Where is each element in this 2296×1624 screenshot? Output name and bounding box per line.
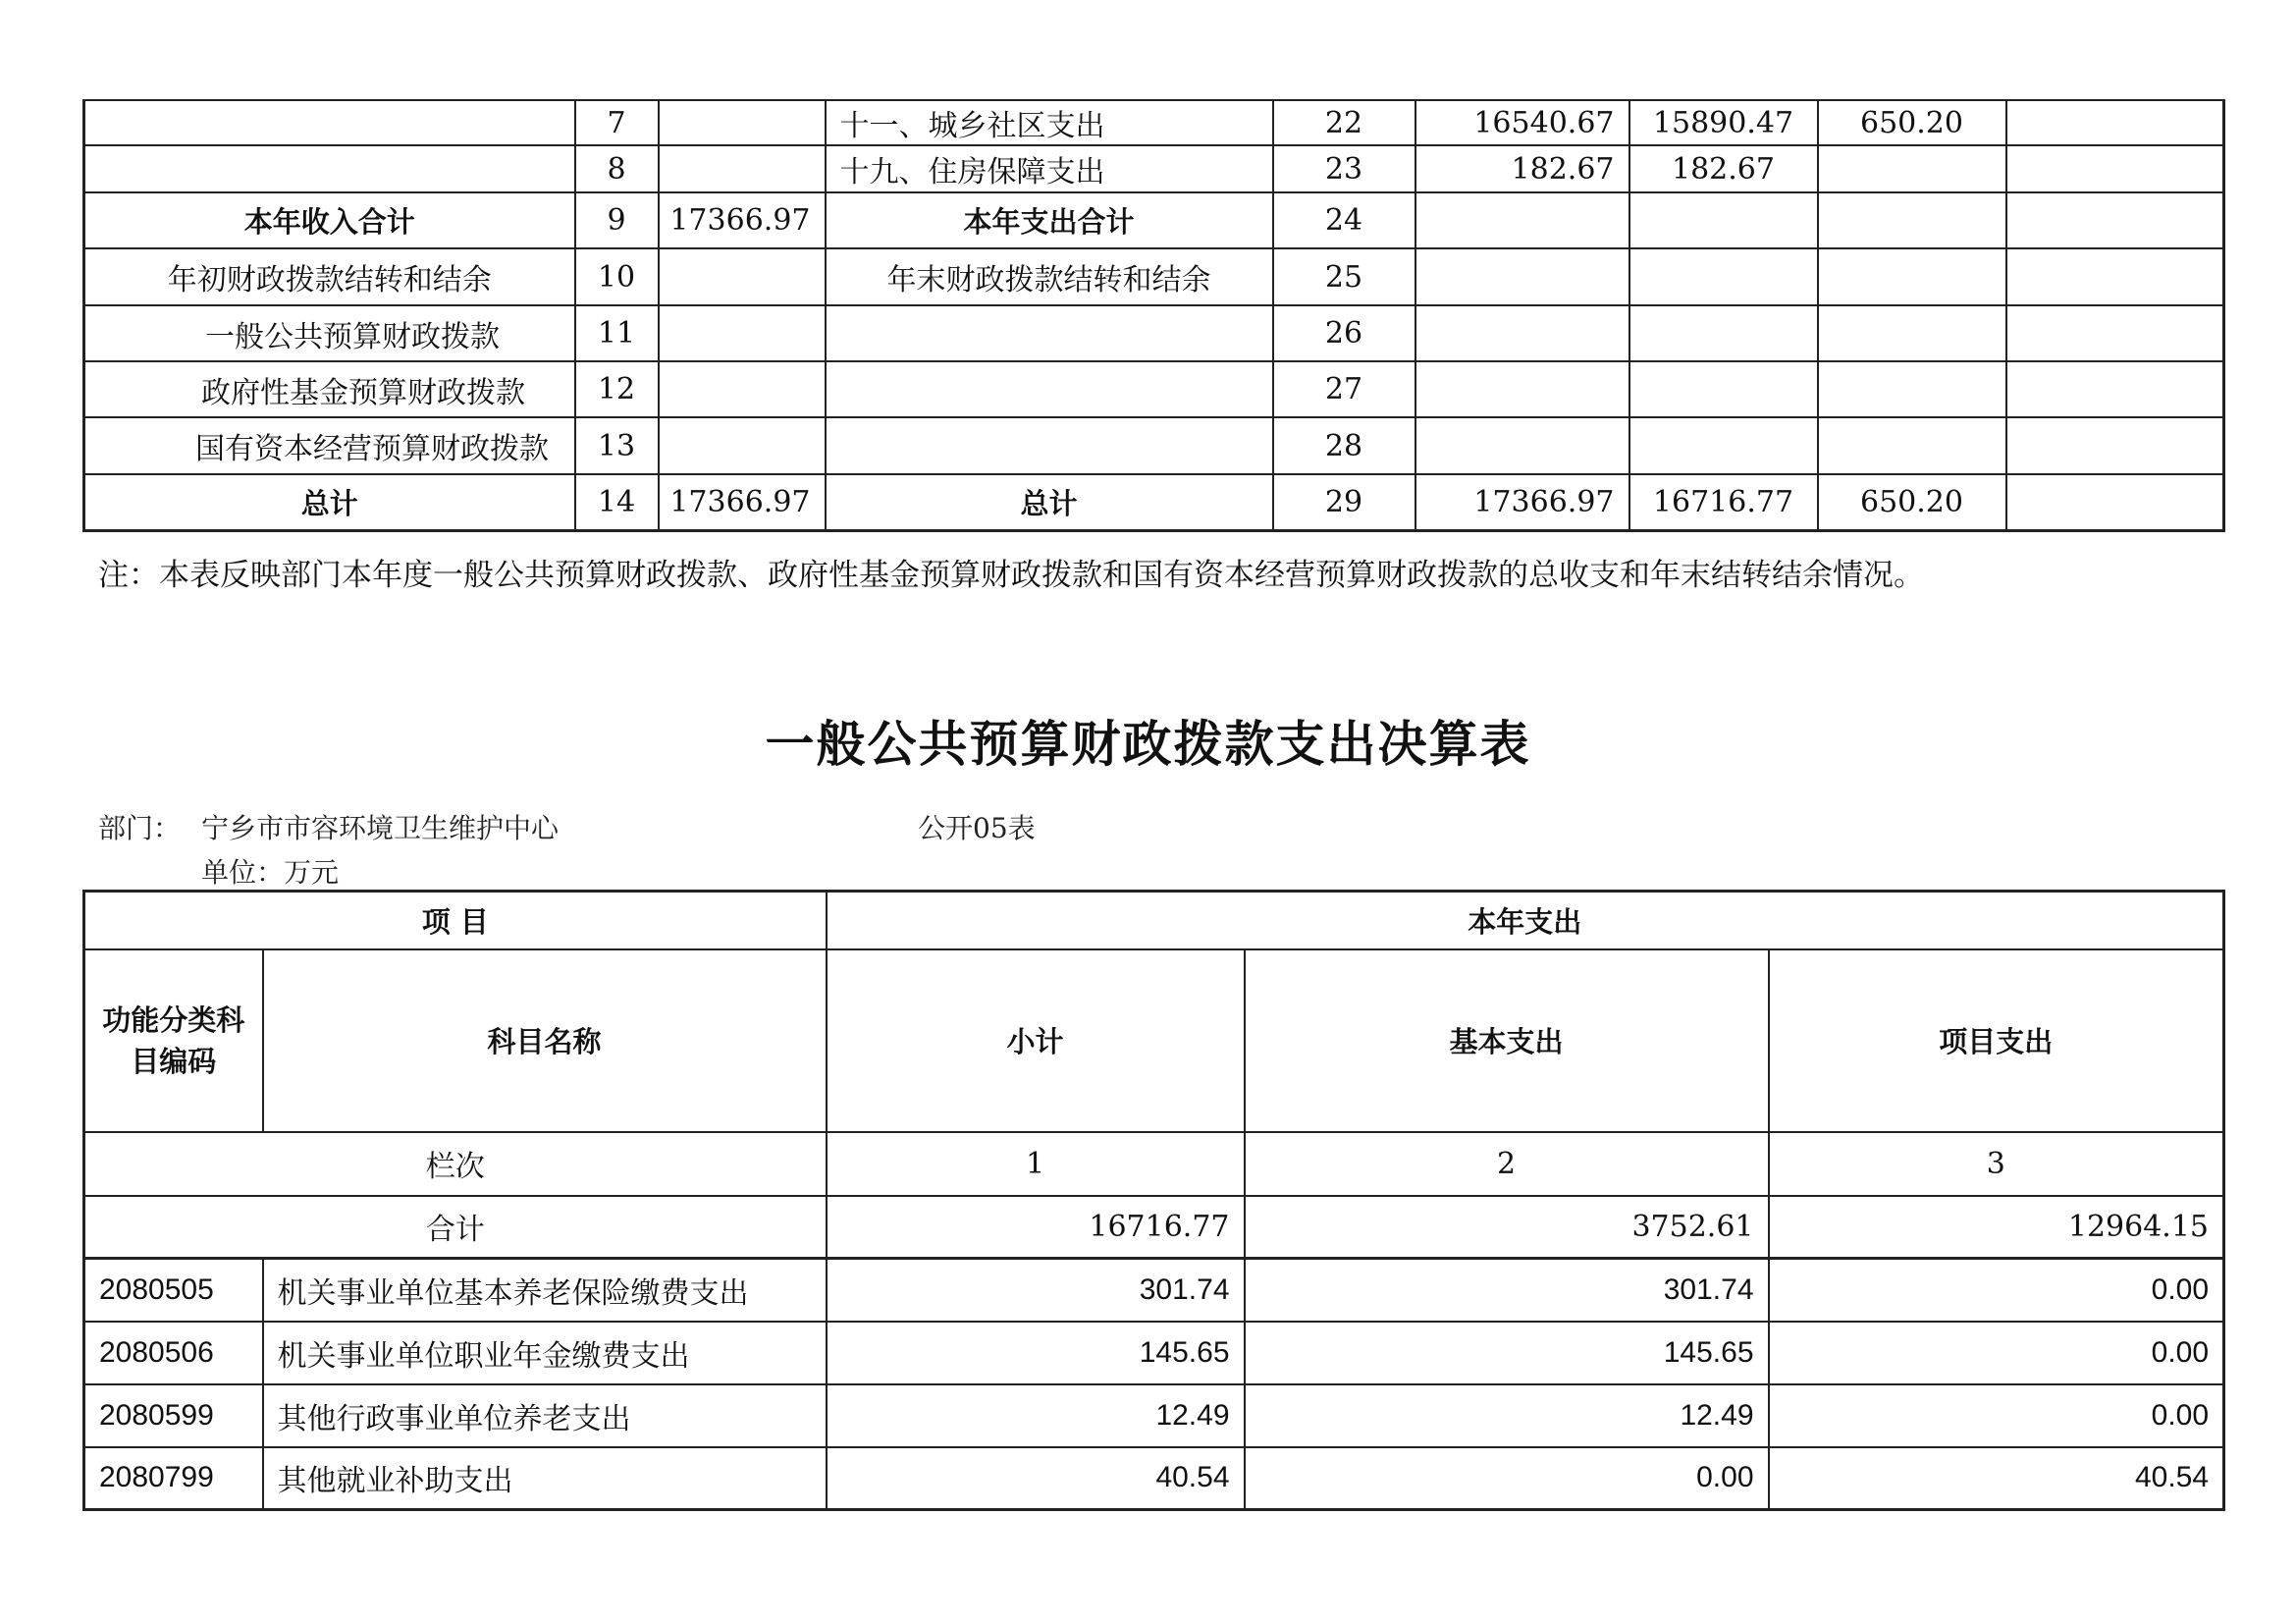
left-amount (659, 361, 826, 417)
expense-basic: 182.67 (1629, 145, 1818, 192)
left-row-number: 11 (575, 305, 659, 361)
subject-code: 2080505 (84, 1259, 263, 1322)
right-item-label (826, 417, 1273, 474)
row-project: 40.54 (1769, 1447, 2224, 1510)
right-row-number: 29 (1273, 474, 1415, 530)
expense-other (2006, 145, 2224, 192)
summary-row (84, 361, 2224, 417)
right-row-number: 28 (1273, 417, 1415, 474)
col-project-header: 项目支出 (1769, 949, 2224, 1132)
subject-name: 机关事业单位基本养老保险缴费支出 (263, 1259, 827, 1322)
left-amount (659, 100, 826, 145)
left-row-number: 14 (575, 474, 659, 530)
expense-total (1415, 248, 1629, 305)
right-item-label: 本年支出合计 (826, 192, 1273, 248)
subject-name: 其他就业补助支出 (263, 1447, 827, 1510)
left-amount (659, 417, 826, 474)
col-subtotal-header: 小计 (827, 949, 1245, 1132)
page-title: 一般公共预算财政拨款支出决算表 (765, 715, 1531, 773)
left-item-label: 总计 (84, 474, 575, 530)
expense-other (2006, 305, 2224, 361)
expenditure-table (82, 890, 2225, 1511)
left-item-label: 国有资本经营预算财政拨款 (84, 417, 575, 474)
expense-total (1415, 192, 1629, 248)
row-subtotal: 40.54 (827, 1447, 1245, 1510)
row-subtotal: 145.65 (827, 1322, 1245, 1384)
expense-total (1415, 361, 1629, 417)
subject-name: 其他行政事业单位养老支出 (263, 1384, 827, 1447)
left-row-number: 13 (575, 417, 659, 474)
expense-project (1818, 305, 2006, 361)
col-name-header: 科目名称 (263, 949, 827, 1132)
expense-total: 16540.67 (1415, 100, 1629, 145)
summary-row (84, 474, 2224, 530)
index-1: 1 (827, 1132, 1245, 1196)
row-basic: 301.74 (1245, 1259, 1769, 1322)
header-current-year: 本年支出 (827, 892, 2224, 949)
expense-basic (1629, 192, 1818, 248)
row-subtotal: 301.74 (827, 1259, 1245, 1322)
expense-basic (1629, 361, 1818, 417)
right-row-number: 22 (1273, 100, 1415, 145)
expense-project (1818, 248, 2006, 305)
row-basic: 0.00 (1245, 1447, 1769, 1510)
expense-other (2006, 361, 2224, 417)
subject-code: 2080599 (84, 1384, 263, 1447)
table-row (84, 1322, 2224, 1384)
expense-project (1818, 417, 2006, 474)
table-number: 公开05表 (918, 812, 1036, 844)
total-label: 合计 (84, 1196, 827, 1259)
index-2: 2 (1245, 1132, 1769, 1196)
expense-total: 182.67 (1415, 145, 1629, 192)
row-basic: 145.65 (1245, 1322, 1769, 1384)
summary-row (84, 417, 2224, 474)
summary-row (84, 145, 2224, 192)
left-item-label (84, 145, 575, 192)
income-expense-summary-table (82, 99, 2225, 532)
right-item-label (826, 361, 1273, 417)
subject-code: 2080506 (84, 1322, 263, 1384)
expense-other (2006, 192, 2224, 248)
left-row-number: 8 (575, 145, 659, 192)
left-amount (659, 248, 826, 305)
summary-row (84, 305, 2224, 361)
left-row-number: 12 (575, 361, 659, 417)
right-item-label (826, 305, 1273, 361)
expense-other (2006, 100, 2224, 145)
subject-name: 机关事业单位职业年金缴费支出 (263, 1322, 827, 1384)
subject-code: 2080799 (84, 1447, 263, 1510)
right-row-number: 24 (1273, 192, 1415, 248)
left-row-number: 10 (575, 248, 659, 305)
right-item-label: 十一、城乡社区支出 (826, 100, 1273, 145)
total-basic: 3752.61 (1245, 1196, 1769, 1259)
row-project: 0.00 (1769, 1384, 2224, 1447)
left-row-number: 7 (575, 100, 659, 145)
expense-total (1415, 417, 1629, 474)
left-row-number: 9 (575, 192, 659, 248)
expense-basic (1629, 305, 1818, 361)
summary-row (84, 192, 2224, 248)
expense-other (2006, 248, 2224, 305)
expense-basic: 15890.47 (1629, 100, 1818, 145)
summary-row (84, 248, 2224, 305)
right-item-label: 十九、住房保障支出 (826, 145, 1273, 192)
right-item-label: 年末财政拨款结转和结余 (826, 248, 1273, 305)
right-row-number: 26 (1273, 305, 1415, 361)
table-note: 注：本表反映部门本年度一般公共预算财政拨款、政府性基金预算财政拨款和国有资本经营预算财政拨款的总收支和年末结转结余情况。 (98, 558, 1924, 593)
left-amount (659, 145, 826, 192)
table-row (84, 1384, 2224, 1447)
index-row-label: 栏次 (84, 1132, 827, 1196)
left-item-label: 政府性基金预算财政拨款 (84, 361, 575, 417)
row-project: 0.00 (1769, 1322, 2224, 1384)
expense-project (1818, 192, 2006, 248)
expense-project (1818, 361, 2006, 417)
left-amount: 17366.97 (659, 474, 826, 530)
right-row-number: 27 (1273, 361, 1415, 417)
expense-project (1818, 145, 2006, 192)
right-item-label: 总计 (826, 474, 1273, 530)
unit-label: 单位：万元 (201, 856, 340, 889)
left-amount: 17366.97 (659, 192, 826, 248)
left-amount (659, 305, 826, 361)
expense-other (2006, 417, 2224, 474)
expense-project: 650.20 (1818, 100, 2006, 145)
left-item-label (84, 100, 575, 145)
left-item-label: 一般公共预算财政拨款 (84, 305, 575, 361)
total-project: 12964.15 (1769, 1196, 2224, 1259)
dept-name: 宁乡市市容环境卫生维护中心 (201, 812, 560, 844)
total-subtotal: 16716.77 (827, 1196, 1245, 1259)
right-row-number: 25 (1273, 248, 1415, 305)
dept-label: 部门： (98, 812, 182, 844)
left-item-label: 年初财政拨款结转和结余 (84, 248, 575, 305)
expense-total: 17366.97 (1415, 474, 1629, 530)
right-row-number: 23 (1273, 145, 1415, 192)
table-row (84, 1447, 2224, 1510)
col-basic-header: 基本支出 (1245, 949, 1769, 1132)
expense-project: 650.20 (1818, 474, 2006, 530)
left-item-label: 本年收入合计 (84, 192, 575, 248)
row-project: 0.00 (1769, 1259, 2224, 1322)
summary-row (84, 100, 2224, 145)
header-item: 项 目 (84, 892, 827, 949)
row-basic: 12.49 (1245, 1384, 1769, 1447)
row-subtotal: 12.49 (827, 1384, 1245, 1447)
expense-basic (1629, 417, 1818, 474)
expense-basic (1629, 248, 1818, 305)
col-code-header: 功能分类科目编码 (84, 949, 263, 1132)
table-row (84, 1259, 2224, 1322)
expense-total (1415, 305, 1629, 361)
expense-basic: 16716.77 (1629, 474, 1818, 530)
index-3: 3 (1769, 1132, 2224, 1196)
expense-other (2006, 474, 2224, 530)
